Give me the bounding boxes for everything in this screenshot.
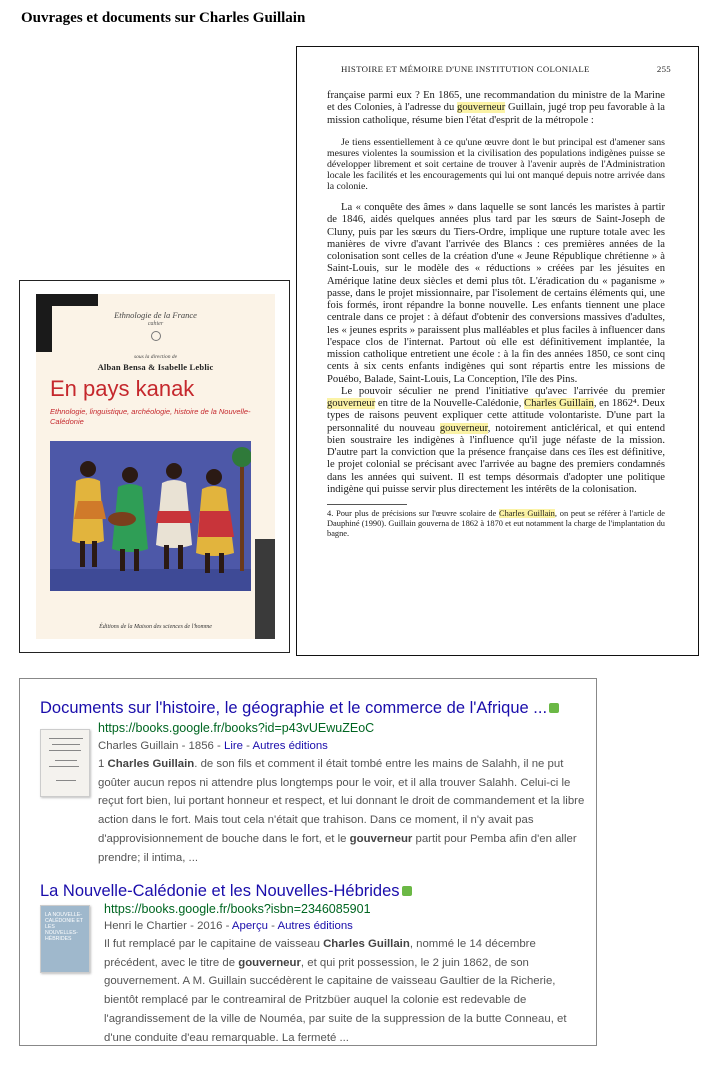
result-title-text: La Nouvelle-Calédonie et les Nouvelles-Hébrides — [40, 882, 400, 900]
external-link-icon[interactable] — [549, 703, 559, 713]
page-title: Ouvrages et documents sur Charles Guillain — [21, 10, 306, 26]
highlight: gouverneur — [457, 102, 506, 114]
scan-text: , notoirement anticlérical, et qui entend bien soustraire les indigènes à l'influence qu'il juge néfaste de la mission. D'autre part la conviction que la présence française dans ces îles est définitive, le projet colonial se précisant avec l'arrivée au bagne des premiers condamnés dans les années qui suivent. Il est temps désormais d'adopter une politique indigène qui puisse servir plus directement les intérêts de la colonisation. — [327, 422, 666, 495]
highlight: gouverneur — [327, 398, 376, 410]
snippet-text: partit pour Pemba afin d'en aller prendre; il intima, ... — [98, 832, 577, 864]
scan-text: , on peut se référer à l'article de Dauphiné (1990). Guillain gouverna de 1862 à 1870 et eut notamment la charge de l'implantation du bagne. — [327, 509, 665, 538]
separator: - — [268, 920, 278, 932]
scan-text: française parmi eux ? En 1865, une recommandation du ministre de la Marine et des Colonies, à l'adresse du — [327, 90, 665, 114]
thumb-line — [49, 750, 81, 751]
result-meta — [104, 920, 353, 932]
book-cover-image — [19, 280, 290, 653]
scan-paragraph: La « conquête des âmes » dans laquelle se sont lancés les maristes à partir de 1846, aidés quelques années plus tard par les sœurs de Saint-Joseph de Cluny, puis par les sœurs du Tiers-Ordre, implique une rupture totale avec les manières de vivre d'avant l'arrivée des Blancs : ces premières années de la colonisation sont celles de la création d'une « Jeune République chrétienne » à Saint-Louis, sur le modèle des « réductions » créées par les jésuites en Amérique latine deux siècles et demi plus tôt. L'éradication du « paganisme » passe, dans le projet missionnaire, par l'isolement de certains éléments qui, une fois formés, iront répandre la bonne nouvelle. Les enfants tiennent une place centrale dans ce projet : à défaut d'obtenir des conversions massives d'adultes, les « jeunes esprits » paraissent plus malléables et plus faciles à influencer dans l'espace clos de l'internat. Partout où elle est définitivement implantée, la mission catholique entretient une école : à la fin des années 1850, ce sont cinq cents à six cents enfants indigènes qui sont répartis entre les missions de Pouébo, Balade, Saint-Louis, La Conception, l'île des Pins. — [327, 202, 665, 385]
scan-quote: Je tiens essentiellement à ce qu'une œuvre dont le but principal est d'amener sans mesures violentes la soumission et la civilisation des populations indigènes puisse se développer librement et soit certaine de trouver à l'avenir auprès de l'Administration locale les facilités et les encouragements qui lui ont manqué depuis notre arrivée dans la colonie. — [327, 136, 665, 193]
book-thumbnail[interactable] — [40, 905, 90, 973]
highlight: Charles Guillain — [499, 509, 555, 519]
highlight: gouverneur — [439, 422, 488, 434]
snippet-emphasis: gouverneur — [349, 832, 413, 845]
cover-publisher: Éditions de la Maison des sciences de l'homme — [99, 624, 212, 630]
result-url: https://books.google.fr/books?isbn=2346085901 — [104, 902, 371, 916]
highlight: Charles Guillain — [524, 398, 594, 410]
thumb-line — [55, 760, 77, 761]
cover-painting — [50, 441, 251, 591]
result-snippet — [98, 755, 586, 867]
result-snippet — [104, 935, 586, 1047]
scan-header-title: HISTOIRE ET MÉMOIRE D'UNE INSTITUTION COLONIALE — [341, 64, 590, 74]
scan-paragraph — [327, 386, 665, 496]
other-editions-link[interactable]: Autres éditions — [252, 740, 328, 752]
scan-text: Guillain, jugé trop peu favorable à la mission catholique, résume bien l'état d'esprit de la métropole : — [327, 102, 665, 126]
thumb-line — [52, 744, 80, 745]
cover-collection: Ethnologie de la France — [114, 310, 197, 320]
other-editions-link[interactable]: Autres éditions — [277, 920, 353, 932]
snippet-text: Il fut remplacé par le capitaine de vaisseau — [104, 938, 324, 950]
result-url: https://books.google.fr/books?id=p43vUEwuZEoC — [98, 721, 375, 735]
separator: - — [243, 740, 253, 752]
thumb-line — [49, 738, 83, 739]
scan-text: Le pouvoir séculier ne prend l'initiative qu'avec l'arrivée du premier — [341, 385, 665, 397]
scan-text: en titre de la Nouvelle-Calédonie, — [375, 398, 525, 410]
result-title-text: Documents sur l'histoire, le géographie et le commerce de l'Afrique ... — [40, 699, 548, 717]
snippet-text: , et qui prit possession, le 2 juin 1862, de son gouvernement. A M. Guillain succédèrent le capitaine de vaisseau Gaultier de la Richerie, bientôt remplacé par le contreamiral de Pritzbüer auquel la colonie est redevable de l'agrandissement de la ville de Nouméa, par suite de la suppression de la butte Conneau, et d'une conduite d'eau remarquable. La fermeté ... — [104, 956, 567, 1044]
scan-paragraph — [327, 90, 665, 127]
snippet-text: 1 — [98, 758, 108, 770]
result-meta — [98, 740, 328, 752]
painting-figures — [50, 441, 251, 591]
snippet-text: . de son fils et comment il était tombé entre les mains de Salahh, il ne put goûter aucun repos ni attendre plus longtemps pour le voir, et il alla trouver Salahh. Celui-ci le reçut fort bien, lui portant honneur et respect, et lui donnant le droit de commandement et la libre action dans le fort. Mais tout cela n'était que trahison. Dans ce moment, il n'y avait pas d'approvisionnement de bouche dans le fort, et le — [98, 758, 585, 845]
result-author: Charles Guillain — [98, 740, 179, 752]
book-cover — [36, 294, 275, 639]
separator: - — [222, 920, 232, 932]
thumb-title: LA NOUVELLE-CALÉDONIE ET LES NOUVELLES-HÉBRIDES — [45, 912, 83, 942]
result-year: 2016 — [197, 920, 223, 932]
preview-link[interactable]: Aperçu — [231, 920, 268, 932]
emblem-icon — [151, 331, 161, 341]
separator: - — [178, 740, 189, 752]
thumb-line — [49, 766, 79, 767]
cover-title: En pays kanak — [50, 376, 195, 401]
scan-page-number: 255 — [656, 64, 671, 74]
read-link[interactable]: Lire — [224, 740, 243, 752]
cover-direction: sous la direction de — [133, 354, 178, 360]
cover-collection-sub: cahier — [147, 321, 164, 327]
scan-body — [327, 90, 665, 539]
snippet-emphasis: Charles Guillain — [107, 758, 195, 770]
cover-authors: Alban Bensa & Isabelle Leblic — [97, 362, 214, 372]
scan-footnote — [327, 509, 665, 538]
separator: - — [186, 920, 198, 932]
scan-running-header — [341, 64, 671, 74]
search-results — [19, 678, 597, 1046]
external-link-icon[interactable] — [402, 886, 412, 896]
snippet-emphasis: Charles Guillain — [323, 938, 410, 950]
separator: - — [213, 740, 224, 752]
snippet-emphasis: gouverneur — [238, 956, 301, 969]
cover-subtitle: Ethnologie, linguistique, archéologie, histoire de la Nouvelle-Calédonie — [50, 407, 251, 426]
result-title-link[interactable] — [40, 699, 559, 718]
book-thumbnail[interactable] — [40, 729, 90, 797]
result-author: Henri le Chartier — [104, 920, 187, 932]
result-title-link[interactable] — [40, 882, 412, 901]
thumb-line — [56, 780, 76, 781]
scanned-page-image — [296, 46, 699, 656]
scan-text: 4. Pour plus de précisions sur l'œuvre scolaire de — [327, 509, 500, 519]
cover-decoration — [36, 294, 98, 306]
result-year: 1856 — [188, 740, 214, 752]
snippet-text: , nommé le 14 décembre précédent, avec le titre de — [104, 938, 536, 969]
footnote-divider — [327, 504, 407, 505]
scan-text: , en 1862⁴. Deux types de raisons peuvent expliquer cette attitude volontariste. D'une part la personnalité du nouveau — [327, 398, 665, 434]
